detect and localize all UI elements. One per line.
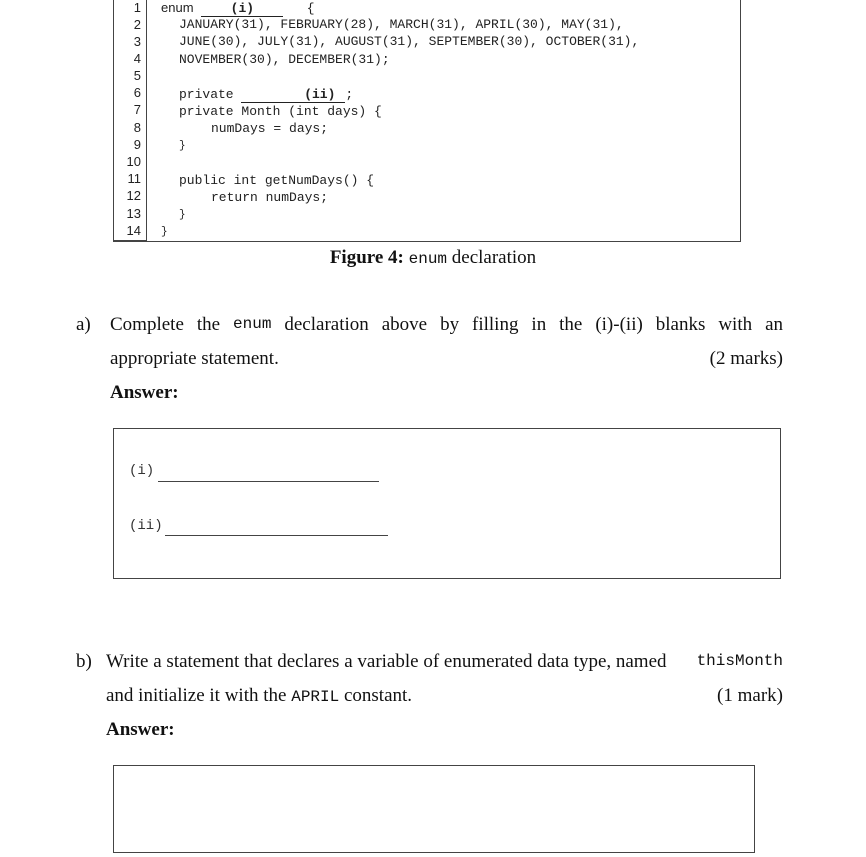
code-line-14: }	[161, 226, 168, 238]
line-number: 7	[133, 102, 141, 117]
code-line-9: }	[179, 140, 186, 152]
code-line-8: numDays = days;	[211, 121, 329, 136]
line-number: 9	[133, 137, 141, 152]
question-a-marks: (2 marks)	[709, 348, 783, 369]
code-line-1: enum (i) {	[161, 0, 315, 16]
answer-a-label: Answer:	[110, 382, 179, 403]
line-number: 8	[133, 120, 141, 135]
code-line-13: }	[179, 209, 186, 221]
line-number: 13	[126, 206, 141, 221]
fill-i-label: (i)	[129, 463, 155, 479]
line-number: 10	[126, 154, 141, 169]
question-b-marks: (1 mark)	[717, 685, 783, 706]
line-number: 11	[127, 171, 141, 186]
fill-ii-label: (ii)	[129, 518, 163, 534]
code-line-6: private (ii) ;	[179, 87, 354, 102]
line-number: 3	[133, 34, 141, 49]
code-line-7: private Month (int days) {	[179, 104, 382, 119]
answer-b-box[interactable]	[113, 765, 755, 853]
line-number-gutter	[114, 0, 147, 241]
answer-a-box[interactable]	[113, 428, 781, 579]
line-number: 5	[133, 68, 141, 83]
code-line-12: return numDays;	[211, 190, 329, 205]
line-number: 1	[133, 0, 141, 15]
figure-caption: Figure 4: enum declaration	[329, 247, 537, 268]
fill-ii-line[interactable]	[165, 535, 388, 536]
question-b-letter: b)	[76, 651, 92, 672]
blank-ii: (ii)	[241, 87, 345, 103]
answer-b-label: Answer:	[106, 719, 175, 740]
question-a-letter: a)	[76, 314, 91, 335]
line-number: 4	[133, 51, 141, 66]
code-line-2: JANUARY(31), FEBRUARY(28), MARCH(31), APRIL(30), MAY(31),	[179, 17, 624, 32]
code-line-3: JUNE(30), JULY(31), AUGUST(31), SEPTEMBER(30), OCTOBER(31),	[179, 34, 640, 49]
question-b-line-1: Write a statement that declares a variable of enumerated data type, named thisMonth	[106, 651, 783, 672]
blank-i: (i)	[201, 1, 283, 17]
fill-i-line[interactable]	[158, 481, 379, 482]
line-number: 14	[114, 223, 147, 241]
line-number: 6	[133, 85, 141, 100]
code-line-11: public int getNumDays() {	[179, 173, 375, 188]
line-number: 2	[133, 17, 141, 32]
question-a-line-2: appropriate statement.	[110, 348, 279, 369]
question-a-line-1: Complete the enum declaration above by filling in the (i)-(ii) blanks with an	[110, 314, 783, 335]
code-figure	[113, 0, 741, 242]
question-b-line-2: and initialize it with the APRIL constant.	[106, 685, 413, 706]
code-line-4: NOVEMBER(30), DECEMBER(31);	[179, 52, 390, 67]
line-number: 12	[126, 188, 141, 203]
